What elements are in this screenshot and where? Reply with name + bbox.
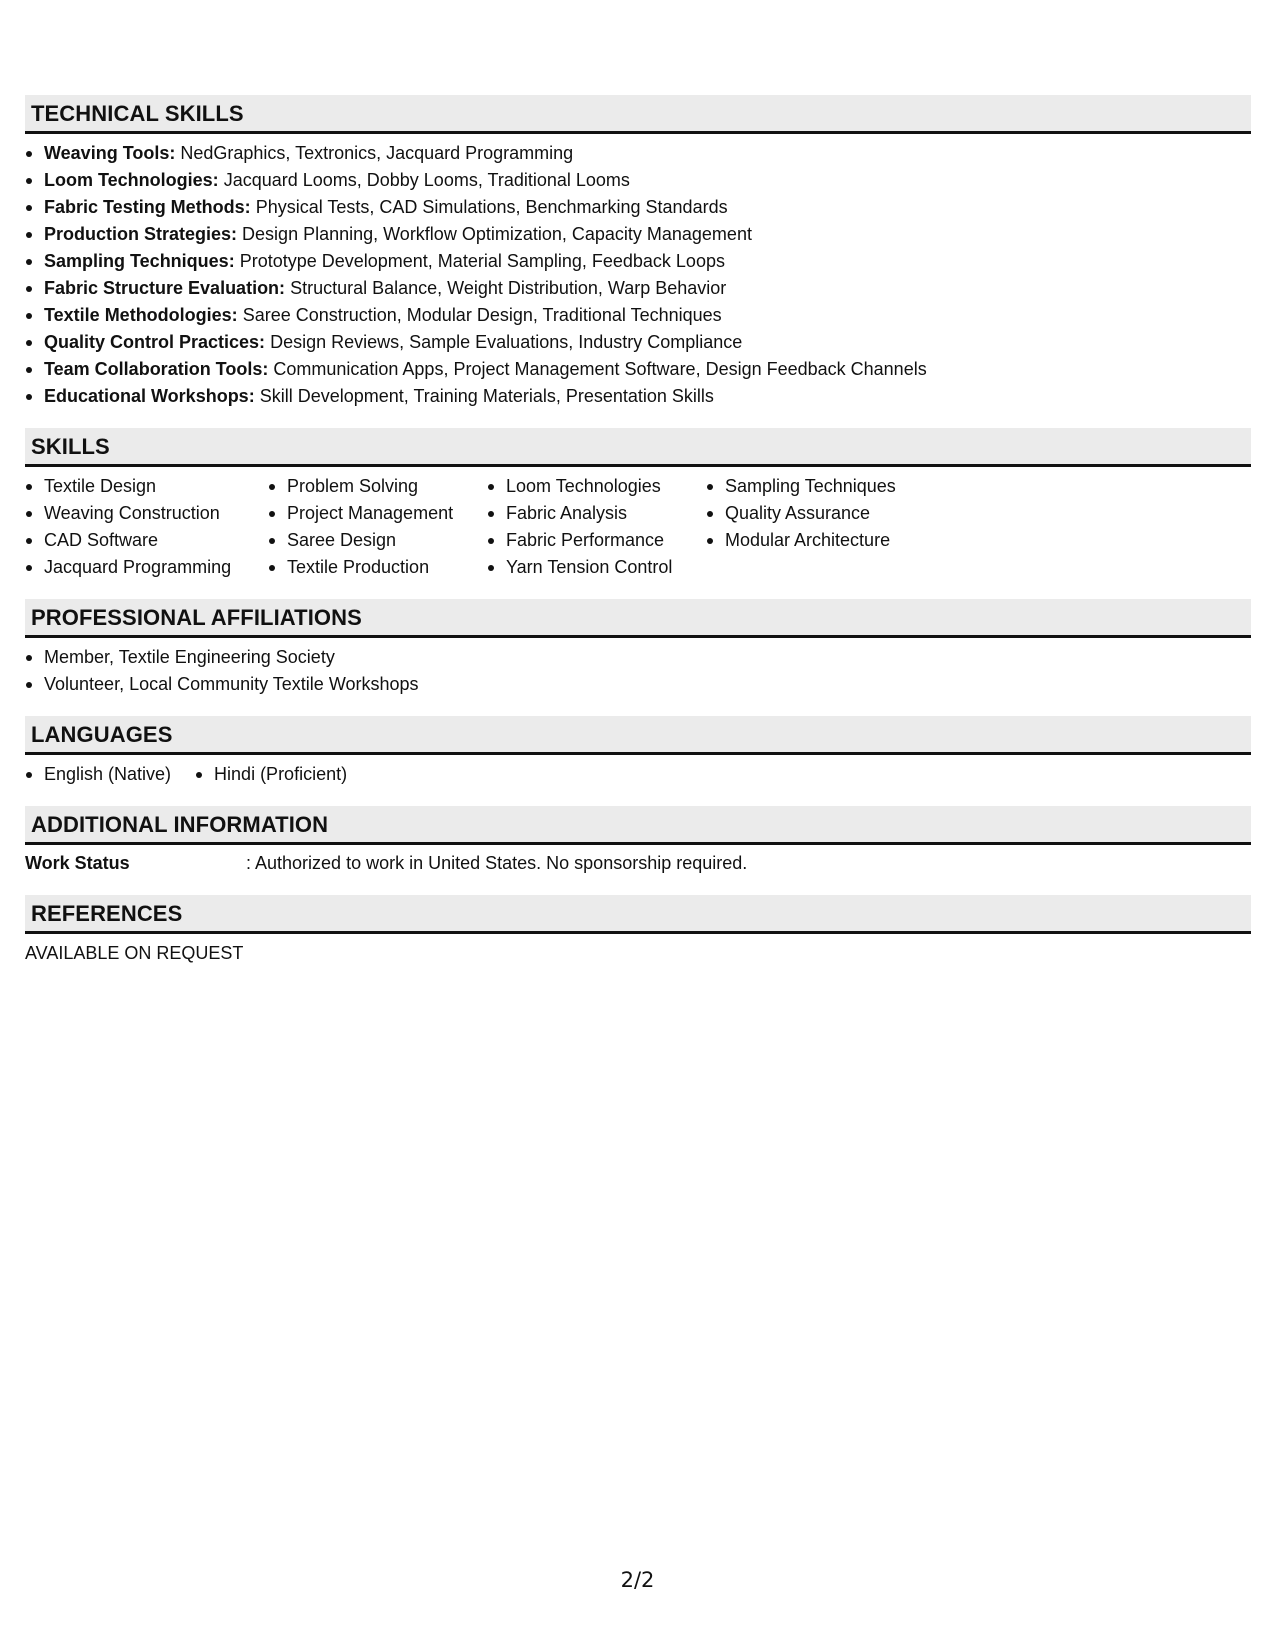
skill-item: Modular Architecture (706, 527, 936, 554)
item-text: Skill Development, Training Materials, Presentation Skills (259, 386, 714, 406)
skills-column (487, 473, 706, 581)
list-item (25, 275, 1251, 302)
skills-column (268, 473, 487, 581)
item-text: Physical Tests, CAD Simulations, Benchmarking Standards (255, 197, 728, 217)
item-text: Structural Balance, Weight Distribution, Warp Behavior (290, 278, 727, 298)
section-heading: SKILLS (25, 428, 1251, 467)
skill-item: Sampling Techniques (706, 473, 936, 500)
skill-item: Saree Design (268, 527, 487, 554)
references-text: AVAILABLE ON REQUEST (25, 943, 244, 963)
list-item (25, 248, 1251, 275)
skills-column (25, 473, 268, 581)
list-item (25, 167, 1251, 194)
item-text: Prototype Development, Material Sampling, Feedback Loops (239, 251, 725, 271)
languages-section (25, 716, 1251, 806)
skill-item: Problem Solving (268, 473, 487, 500)
skill-item: CAD Software (25, 527, 268, 554)
work-status-label: Work Status (25, 853, 130, 873)
skill-item: Yarn Tension Control (487, 554, 706, 581)
resume-page (25, 95, 1251, 967)
skill-item: Loom Technologies (487, 473, 706, 500)
skill-item: Textile Design (25, 473, 268, 500)
list-item (25, 140, 1251, 167)
item-label: Textile Methodologies: (44, 305, 238, 325)
language-item: English (Native) (25, 761, 171, 788)
work-status-value: : Authorized to work in United States. No sponsorship required. (246, 853, 748, 873)
skill-item: Project Management (268, 500, 487, 527)
skill-item: Fabric Performance (487, 527, 706, 554)
section-heading: TECHNICAL SKILLS (25, 95, 1251, 134)
item-text: Saree Construction, Modular Design, Traditional Techniques (242, 305, 722, 325)
list-item (25, 194, 1251, 221)
references-section (25, 895, 1251, 967)
list-item (25, 302, 1251, 329)
item-label: Weaving Tools: (44, 143, 176, 163)
item-label: Fabric Structure Evaluation: (44, 278, 286, 298)
item-text: Communication Apps, Project Management Software, Design Feedback Channels (273, 359, 927, 379)
item-label: Quality Control Practices: (44, 332, 266, 352)
list-item (25, 329, 1251, 356)
languages-list (25, 755, 1251, 806)
item-text: Design Reviews, Sample Evaluations, Industry Compliance (270, 332, 743, 352)
section-heading: LANGUAGES (25, 716, 1251, 755)
skill-item: Weaving Construction (25, 500, 268, 527)
list-item (25, 383, 1251, 410)
list-item: Member, Textile Engineering Society (25, 644, 1251, 671)
item-label: Educational Workshops: (44, 386, 255, 406)
skills-section (25, 428, 1251, 599)
item-text: Jacquard Looms, Dobby Looms, Traditional Looms (223, 170, 630, 190)
list-item: Volunteer, Local Community Textile Workshops (25, 671, 1251, 698)
page-number: 2/2 (620, 1568, 655, 1592)
skill-item: Jacquard Programming (25, 554, 268, 581)
item-text: Design Planning, Workflow Optimization, Capacity Management (242, 224, 752, 244)
skill-item: Textile Production (268, 554, 487, 581)
affiliations-section (25, 599, 1251, 716)
section-heading: ADDITIONAL INFORMATION (25, 806, 1251, 845)
skills-grid (25, 467, 1251, 599)
item-label: Fabric Testing Methods: (44, 197, 251, 217)
section-heading: PROFESSIONAL AFFILIATIONS (25, 599, 1251, 638)
item-text: NedGraphics, Textronics, Jacquard Programming (180, 143, 574, 163)
skills-column (706, 473, 936, 581)
item-label: Production Strategies: (44, 224, 238, 244)
skill-item: Fabric Analysis (487, 500, 706, 527)
section-heading: REFERENCES (25, 895, 1251, 934)
list-item (25, 356, 1251, 383)
work-status-row (25, 845, 1251, 895)
skill-item: Quality Assurance (706, 500, 936, 527)
additional-info-section (25, 806, 1251, 895)
item-label: Loom Technologies: (44, 170, 219, 190)
list-item (25, 221, 1251, 248)
language-item: Hindi (Proficient) (195, 761, 347, 788)
technical-skills-section (25, 95, 1251, 428)
item-label: Sampling Techniques: (44, 251, 235, 271)
item-label: Team Collaboration Tools: (44, 359, 269, 379)
technical-skills-list (25, 134, 1251, 428)
affiliations-list (25, 638, 1251, 716)
